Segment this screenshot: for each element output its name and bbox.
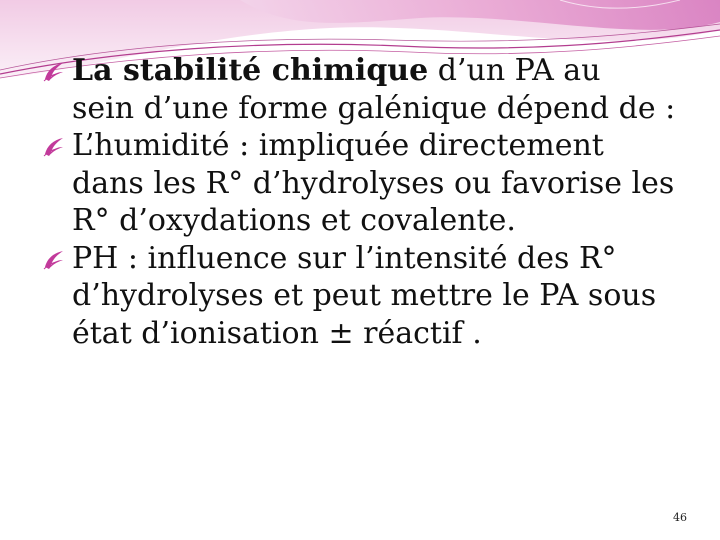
flourish-bullet-icon [42, 135, 66, 157]
flourish-bullet-icon [42, 248, 66, 270]
bullet-text-line: état d’ionisation ± réactif . [72, 315, 482, 351]
slide-body [42, 52, 692, 352]
bullet-text-line: d’hydrolyses et peut mettre le PA sous [72, 278, 657, 313]
bullet-text-line: PH : influence sur l’intensité des R° [72, 240, 617, 276]
bullet-bold-text: La stabilité chimique [72, 53, 429, 88]
bullet-item-stabilite [42, 52, 692, 127]
bullet-item-humidite [42, 127, 692, 240]
bullet-text-line: d’un PA au [428, 53, 601, 88]
bullet-text-line: L’humidité : impliquée directement [72, 128, 604, 163]
bullet-text-line: R° d’oxydations et covalente. [72, 203, 516, 238]
bullet-text-line: sein d’une forme galénique dépend de : [72, 90, 676, 126]
page-number: 46 [673, 511, 687, 524]
bullet-item-ph [42, 240, 692, 353]
flourish-bullet-icon [42, 60, 66, 82]
bullet-text-line: dans les R° d’hydrolyses ou favorise les [72, 165, 675, 201]
